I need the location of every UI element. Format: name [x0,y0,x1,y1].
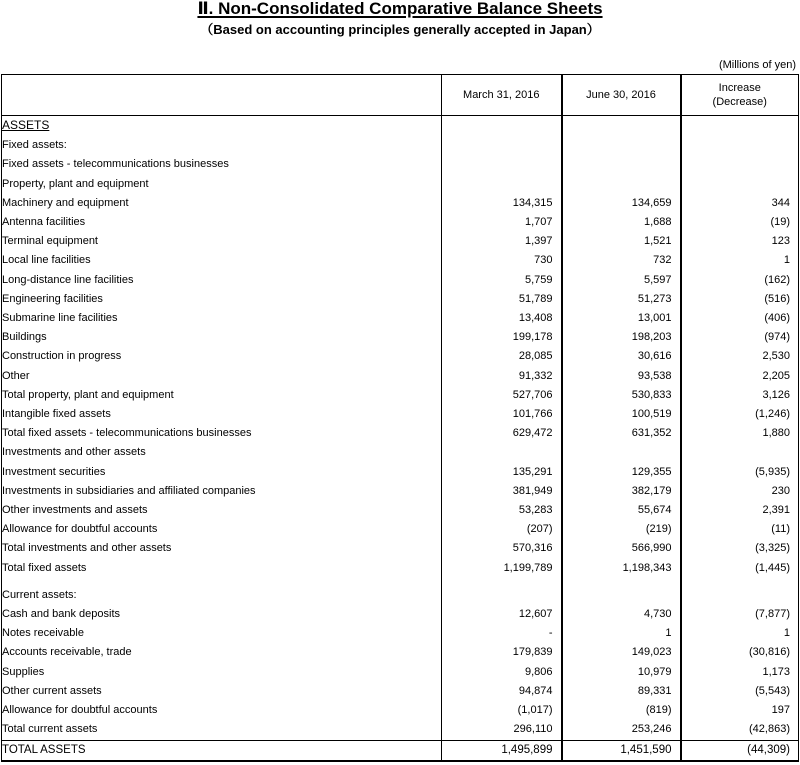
cell-june: 10,979 [562,663,681,682]
cell-march: (1,017) [442,701,562,720]
cell-increase: (7,877) [681,605,799,624]
row-label: Terminal equipment [2,232,442,251]
cell-march: 51,789 [442,290,562,309]
table-row [2,682,799,701]
cell-june: 1,688 [562,213,681,232]
row-label: Accounts receivable, trade [2,643,442,662]
cell-june: 5,597 [562,271,681,290]
table-row [2,520,799,539]
row-label: Engineering facilities [2,290,442,309]
cell-june: 93,538 [562,367,681,386]
cell-increase: (5,935) [681,463,799,482]
cell-march: 94,874 [442,682,562,701]
cell-march: (207) [442,520,562,539]
cell-march [442,586,562,605]
table-row [2,501,799,520]
table-row [2,290,799,309]
cell-june: 1,521 [562,232,681,251]
cell-june: 382,179 [562,482,681,501]
cell-increase: (5,543) [681,682,799,701]
cell-increase [681,175,799,194]
header-row [2,75,799,116]
table-header [2,75,799,116]
cell-increase [681,586,799,605]
cell-increase: 123 [681,232,799,251]
cell-march: 12,607 [442,605,562,624]
document-title [0,0,800,20]
cell-increase: 230 [681,482,799,501]
row-label: Fixed assets - telecommunications businesses [2,155,442,174]
cell-increase: (30,816) [681,643,799,662]
document-title-text: Ⅱ. Non-Consolidated Comparative Balance Sheets [197,0,603,18]
cell-june: 1 [562,624,681,643]
cell-june: 89,331 [562,682,681,701]
cell-increase: 1,880 [681,424,799,443]
cell-june: 253,246 [562,720,681,740]
cell-june: 134,659 [562,194,681,213]
row-label: Current assets: [2,586,442,605]
total-march: 1,495,899 [442,740,562,761]
cell-june: 149,023 [562,643,681,662]
table-row [2,424,799,443]
row-label: Construction in progress [2,347,442,366]
row-label: Property, plant and equipment [2,175,442,194]
table-row [2,405,799,424]
cell-june: 129,355 [562,463,681,482]
cell-march: 5,759 [442,271,562,290]
cell-increase [681,155,799,174]
cell-june: 55,674 [562,501,681,520]
cell-increase: 1,173 [681,663,799,682]
cell-increase: (19) [681,213,799,232]
cell-march [442,155,562,174]
cell-march: 134,315 [442,194,562,213]
cell-june: (219) [562,520,681,539]
table-row [2,347,799,366]
row-label: Local line facilities [2,251,442,270]
row-label: Total fixed assets [2,559,442,578]
table-row [2,309,799,328]
table-row [2,386,799,405]
cell-march: 28,085 [442,347,562,366]
row-label: Allowance for doubtful accounts [2,520,442,539]
cell-june: (819) [562,701,681,720]
cell-june [562,443,681,462]
table-row [2,539,799,558]
cell-march: 730 [442,251,562,270]
cell-march [442,136,562,155]
units-note: (Millions of yen) [718,59,796,71]
table-row [2,643,799,662]
cell-increase: (42,863) [681,720,799,740]
spacer-cell [562,578,681,586]
table-row [2,232,799,251]
cell-increase [681,116,799,137]
cell-increase: (162) [681,271,799,290]
table-row [2,443,799,462]
row-label: Total fixed assets - telecommunications businesses [2,424,442,443]
cell-june [562,586,681,605]
table-row [2,136,799,155]
cell-march [442,443,562,462]
total-assets-label: TOTAL ASSETS [2,740,442,761]
row-label: Submarine line facilities [2,309,442,328]
cell-june: 30,616 [562,347,681,366]
cell-march: 1,199,789 [442,559,562,578]
cell-march: 381,949 [442,482,562,501]
cell-increase: (1,445) [681,559,799,578]
spacer-cell [2,578,442,586]
row-label: Fixed assets: [2,136,442,155]
table-row [2,213,799,232]
row-label: Long-distance line facilities [2,271,442,290]
header-increase-line2: (Decrease) [712,96,767,108]
cell-increase: (1,246) [681,405,799,424]
cell-june: 732 [562,251,681,270]
row-label: Total investments and other assets [2,539,442,558]
header-increase-decrease [681,75,799,116]
table-row [2,194,799,213]
cell-june: 100,519 [562,405,681,424]
row-label: Total current assets [2,720,442,740]
header-march-2016: March 31, 2016 [442,75,562,116]
table-row [2,663,799,682]
cell-march: 1,397 [442,232,562,251]
cell-march: 9,806 [442,663,562,682]
spacer-row [2,578,799,586]
cell-increase: 344 [681,194,799,213]
cell-march: 296,110 [442,720,562,740]
document-subtitle: （Based on accounting principles generally accepted in Japan） [200,22,600,37]
table-row [2,720,799,740]
cell-march: 199,178 [442,328,562,347]
cell-march: 527,706 [442,386,562,405]
cell-march: 570,316 [442,539,562,558]
table-row [2,559,799,578]
cell-june: 1,198,343 [562,559,681,578]
cell-march [442,175,562,194]
total-increase: (44,309) [681,740,799,761]
cell-june: 51,273 [562,290,681,309]
table-row [2,155,799,174]
table-row [2,624,799,643]
total-june: 1,451,590 [562,740,681,761]
cell-increase: (406) [681,309,799,328]
cell-march: 53,283 [442,501,562,520]
row-label: Other current assets [2,682,442,701]
cell-increase: (974) [681,328,799,347]
table-row [2,463,799,482]
header-label-cell [2,75,442,116]
cell-march: 1,707 [442,213,562,232]
table-body [2,116,799,761]
cell-june: 530,833 [562,386,681,405]
table-row [2,482,799,501]
balance-sheet-table [1,74,799,762]
table-row [2,251,799,270]
total-assets-row [2,740,799,761]
spacer-cell [442,578,562,586]
cell-increase: 197 [681,701,799,720]
row-label: Machinery and equipment [2,194,442,213]
cell-march: 13,408 [442,309,562,328]
table-row [2,271,799,290]
cell-june [562,155,681,174]
cell-june [562,116,681,137]
cell-increase: (3,325) [681,539,799,558]
row-label: Total property, plant and equipment [2,386,442,405]
cell-increase [681,136,799,155]
cell-march: 101,766 [442,405,562,424]
table-row [2,701,799,720]
table-row [2,175,799,194]
row-label: Investment securities [2,463,442,482]
cell-march: 629,472 [442,424,562,443]
row-label: Buildings [2,328,442,347]
row-label: Notes receivable [2,624,442,643]
row-label: Antenna facilities [2,213,442,232]
cell-increase: 2,391 [681,501,799,520]
row-label: Intangible fixed assets [2,405,442,424]
header-june-2016: June 30, 2016 [562,75,681,116]
table-row [2,605,799,624]
cell-march [442,116,562,137]
table-row [2,367,799,386]
row-label: Investments and other assets [2,443,442,462]
row-label: Other investments and assets [2,501,442,520]
cell-june: 4,730 [562,605,681,624]
assets-section-label: ASSETS [2,118,50,132]
table-row [2,328,799,347]
row-label: Cash and bank deposits [2,605,442,624]
section-row-assets [2,116,799,137]
cell-increase: 1 [681,251,799,270]
row-label: Investments in subsidiaries and affiliated companies [2,482,442,501]
cell-increase [681,443,799,462]
cell-increase: (516) [681,290,799,309]
row-label: Supplies [2,663,442,682]
row-label: Other [2,367,442,386]
cell-june: 13,001 [562,309,681,328]
cell-march: 91,332 [442,367,562,386]
cell-increase: 1 [681,624,799,643]
cell-march: 135,291 [442,463,562,482]
cell-increase: 3,126 [681,386,799,405]
cell-march: 179,839 [442,643,562,662]
cell-june: 631,352 [562,424,681,443]
cell-june [562,175,681,194]
cell-increase: (11) [681,520,799,539]
cell-march: - [442,624,562,643]
cell-june: 198,203 [562,328,681,347]
table-row [2,586,799,605]
header-increase-line1: Increase [718,82,761,94]
cell-increase: 2,205 [681,367,799,386]
spacer-cell [681,578,799,586]
cell-increase: 2,530 [681,347,799,366]
section-label-cell [2,116,442,137]
cell-june [562,136,681,155]
row-label: Allowance for doubtful accounts [2,701,442,720]
cell-june: 566,990 [562,539,681,558]
